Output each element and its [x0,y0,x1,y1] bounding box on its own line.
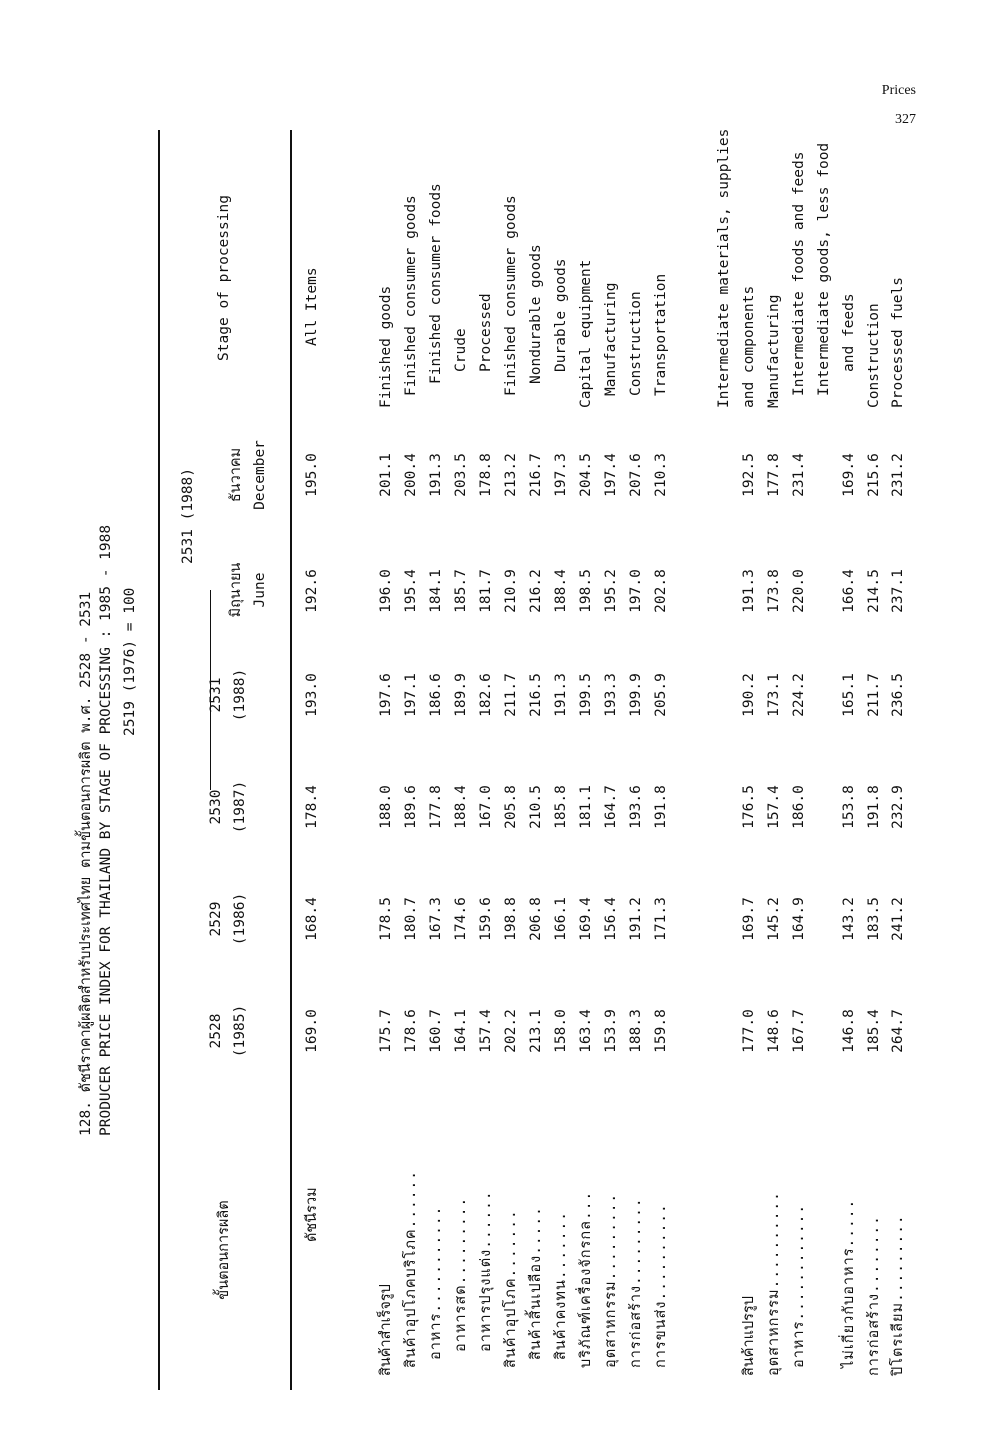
cell-1987: 176.5 [741,785,757,829]
cell-december: 210.3 [653,453,669,497]
header-1985-thai: 2528 [208,1013,224,1049]
cell-1988: 216.5 [528,673,544,717]
row-english-label: Manufacturing [766,294,782,408]
row-english-label: Finished consumer goods [403,195,419,396]
table-row [649,116,673,1376]
cell-1988: 193.0 [304,673,320,717]
table-row [599,116,623,1376]
cell-1987: 189.6 [403,785,419,829]
row-thai-label: สินค้าสิ้นเปลือง..... [528,1206,544,1360]
cell-1987: 188.4 [453,785,469,829]
cell-june: 210.9 [503,569,519,613]
cell-1987: 181.1 [578,785,594,829]
row-english-label: Nondurable goods [528,244,544,384]
base-year: 2519 (1976) = 100 [122,587,138,736]
header-1986 [204,874,252,964]
header-1985 [204,986,252,1076]
cell-1985: 178.6 [403,1009,419,1053]
table-row [712,116,736,1376]
row-thai-label: อุตสาหกรรม......... [603,1192,619,1368]
cell-1987: 185.8 [553,785,569,829]
cell-1985: 185.4 [866,1009,882,1053]
row-thai-label: อาหาร............ [791,1203,807,1368]
row-thai-label: ดัชนีรวม [304,1187,320,1242]
cell-1988: 186.6 [428,673,444,717]
cell-1988: 191.3 [553,673,569,717]
row-english-label: Construction [866,303,882,408]
row-english-label: Manufacturing [603,282,619,396]
cell-june: 198.5 [578,569,594,613]
table-row [300,116,324,1376]
header-june-thai: มิถุนายน [228,562,244,618]
cell-1985: 163.4 [578,1009,594,1053]
rotated-table-sheet [64,116,906,1376]
cell-december: 215.6 [866,453,882,497]
cell-1988: 197.6 [378,673,394,717]
cell-1985: 159.8 [653,1009,669,1053]
cell-1985: 175.7 [378,1009,394,1053]
table-titles [64,116,144,1376]
cell-1985: 148.6 [766,1009,782,1053]
cell-june: 237.1 [890,569,906,613]
cell-1988: 182.6 [478,673,494,717]
row-thai-label: อาหาร........... [428,1205,444,1360]
table-row [787,116,811,1376]
row-thai-label: สินค้าสำเร็จรูป [378,1284,394,1376]
cell-1985: 153.9 [603,1009,619,1053]
row-thai-label: การก่อสร้าง......... [628,1197,644,1368]
cell-1988: 236.5 [890,673,906,717]
cell-december: 201.1 [378,453,394,497]
cell-1987: 186.0 [791,785,807,829]
row-thai-label: อาหารสด......... [453,1196,469,1352]
cell-1987: 210.5 [528,785,544,829]
cell-1986: 164.9 [791,897,807,941]
header-bottom-rule [290,130,292,1390]
cell-december: 216.7 [528,453,544,497]
header-thai-stage: ขั้นตอนการผลิต [216,1200,232,1300]
cell-1988: 205.9 [653,673,669,717]
header-1987-en: (1987) [232,780,248,834]
row-english-label: Crude [453,328,469,372]
row-english-label: Intermediate foods and feeds [791,151,807,396]
cell-1986: 169.7 [741,897,757,941]
row-english-label: Processed [478,293,494,372]
cell-1985: 169.0 [304,1009,320,1053]
header-2531-group: 2531 (1988) [180,467,196,565]
cell-june: 185.7 [453,569,469,613]
cell-1988: 197.1 [403,673,419,717]
cell-1987: 153.8 [841,785,857,829]
cell-1986: 159.6 [478,897,494,941]
cell-1986: 180.7 [403,897,419,941]
cell-june: 202.8 [653,569,669,613]
cell-1985: 213.1 [528,1009,544,1053]
header-december-thai: ธันวาคม [228,447,244,503]
row-thai-label: บริภัณฑ์เครื่องจักรกล... [578,1190,594,1368]
cell-1987: 205.8 [503,785,519,829]
header-june [224,540,272,640]
cell-june: 195.4 [403,569,419,613]
table-row [449,116,473,1376]
header-december-en: December [252,440,268,510]
cell-1986: 169.4 [578,897,594,941]
cell-december: 203.5 [453,453,469,497]
cell-1985: 177.0 [741,1009,757,1053]
cell-1986: 167.3 [428,897,444,941]
row-thai-label: อาหารปรุงแต่ง...... [478,1190,494,1352]
row-english-label: and components [741,285,757,408]
row-english-label: Construction [628,291,644,396]
cell-june: 196.0 [378,569,394,613]
cell-1986: 206.8 [528,897,544,941]
cell-1987: 157.4 [766,785,782,829]
title-english: PRODUCER PRICE INDEX FOR THAILAND BY STAGE OF PROCESSING : 1985 - 1988 [98,524,114,1136]
cell-1985: 160.7 [428,1009,444,1053]
table-row [374,116,398,1376]
cell-december: 197.4 [603,453,619,497]
row-thai-label: สินค้าอุปโภคบริโภค...... [403,1170,419,1368]
table-row [762,116,786,1376]
cell-1986: 156.4 [603,897,619,941]
table-row [549,116,573,1376]
row-thai-label: สินค้าอุปโภค....... [503,1209,519,1368]
cell-june: 181.7 [478,569,494,613]
header-1985-en: (1985) [232,1004,248,1058]
cell-december: 204.5 [578,453,594,497]
cell-1987: 178.4 [304,785,320,829]
row-thai-label: อุตสาหกรรม.......... [766,1191,782,1376]
cell-1986: 145.2 [766,897,782,941]
table-row [474,116,498,1376]
row-english-label: Finished consumer foods [428,183,444,384]
page-number: 327 [895,112,916,127]
cell-1986: 174.6 [453,897,469,941]
cell-1986: 166.1 [553,897,569,941]
header-1986-thai: 2529 [208,901,224,937]
cell-june: 192.6 [304,569,320,613]
cell-1986: 168.4 [304,897,320,941]
cell-december: 192.5 [741,453,757,497]
cell-1986: 143.2 [841,897,857,941]
row-english-label: Durable goods [553,258,569,372]
table-row [524,116,548,1376]
cell-1987: 177.8 [428,785,444,829]
cell-1987: 193.6 [628,785,644,829]
cell-1987: 191.8 [653,785,669,829]
cell-1985: 157.4 [478,1009,494,1053]
title-thai: 128. ดัชนีราคาผู้ผลิตสำหรับประเทศไทย ตามขั้นตอนการผลิต พ.ศ. 2528 - 2531 [78,591,94,1136]
cell-1985: 188.3 [628,1009,644,1053]
table-row [399,116,423,1376]
cell-1988: 173.1 [766,673,782,717]
cell-1985: 164.1 [453,1009,469,1053]
cell-1988: 199.5 [578,673,594,717]
table-row [837,116,861,1376]
header-1986-en: (1986) [232,892,248,946]
cell-1985: 264.7 [890,1009,906,1053]
header-1988-en: (1988) [232,668,248,722]
row-thai-label: สินค้าคงทน....... [553,1211,569,1360]
table-top-rule [158,130,160,1390]
cell-1988: 224.2 [791,673,807,717]
row-thai-label: การก่อสร้าง........ [866,1215,882,1376]
row-thai-label: ไม่เกี่ยวกับอาหาร..... [841,1198,857,1368]
cell-december: 177.8 [766,453,782,497]
cell-1987: 188.0 [378,785,394,829]
cell-1988: 165.1 [841,673,857,717]
table-row [737,116,761,1376]
cell-december: 231.4 [791,453,807,497]
cell-1987: 191.8 [866,785,882,829]
cell-june: 197.0 [628,569,644,613]
cell-1986: 198.8 [503,897,519,941]
cell-1985: 158.0 [553,1009,569,1053]
table-row [574,116,598,1376]
cell-1985: 167.7 [791,1009,807,1053]
cell-1987: 232.9 [890,785,906,829]
cell-december: 231.2 [890,453,906,497]
cell-1987: 167.0 [478,785,494,829]
header-english-stage: Stage of processing [216,195,232,361]
cell-1986: 191.2 [628,897,644,941]
cell-june: 184.1 [428,569,444,613]
cell-december: 195.0 [304,453,320,497]
table-row [812,116,836,1376]
cell-1988: 211.7 [503,673,519,717]
row-english-label: Intermediate materials, supplies [716,128,732,408]
table-row [886,116,910,1376]
cell-june: 188.4 [553,569,569,613]
cell-june: 191.3 [741,569,757,613]
row-english-label: Transportation [653,273,669,396]
cell-december: 191.3 [428,453,444,497]
cell-1985: 146.8 [841,1009,857,1053]
header-december [224,420,272,530]
cell-december: 178.8 [478,453,494,497]
cell-1986: 241.2 [890,897,906,941]
row-english-label: All Items [304,267,320,346]
header-1987-thai: 2530 [208,789,224,825]
cell-1986: 171.3 [653,897,669,941]
row-thai-label: การขนส่ง.......... [653,1203,669,1368]
header-1987 [204,762,252,852]
table-row [624,116,648,1376]
table-row [499,116,523,1376]
cell-1987: 164.7 [603,785,619,829]
cell-1986: 183.5 [866,897,882,941]
cell-1988: 189.9 [453,673,469,717]
cell-june: 195.2 [603,569,619,613]
table-row [862,116,886,1376]
cell-december: 169.4 [841,453,857,497]
cell-1986: 178.5 [378,897,394,941]
cell-december: 197.3 [553,453,569,497]
cell-1985: 202.2 [503,1009,519,1053]
cell-december: 213.2 [503,453,519,497]
header-1988-thai: 2531 [208,677,224,713]
row-thai-label: สินค้าแปรรูป [741,1296,757,1376]
cell-1988: 190.2 [741,673,757,717]
cell-december: 207.6 [628,453,644,497]
row-thai-label: ปิโตรเลียม......... [890,1214,906,1376]
cell-1988: 211.7 [866,673,882,717]
row-english-label: and feeds [841,293,857,372]
row-english-label: Processed fuels [890,277,906,408]
header-june-en: June [252,572,268,608]
cell-june: 214.5 [866,569,882,613]
header-1988 [204,650,252,740]
cell-june: 216.2 [528,569,544,613]
cell-june: 173.8 [766,569,782,613]
cell-december: 200.4 [403,453,419,497]
cell-1988: 199.9 [628,673,644,717]
row-english-label: Intermediate goods, less food [816,142,832,396]
cell-june: 220.0 [791,569,807,613]
row-english-label: Finished consumer goods [503,195,519,396]
row-english-label: Finished goods [378,285,394,408]
section-name: Prices [881,83,916,98]
table-row [424,116,448,1376]
cell-1988: 193.3 [603,673,619,717]
cell-june: 166.4 [841,569,857,613]
row-english-label: Capital equipment [578,259,594,408]
